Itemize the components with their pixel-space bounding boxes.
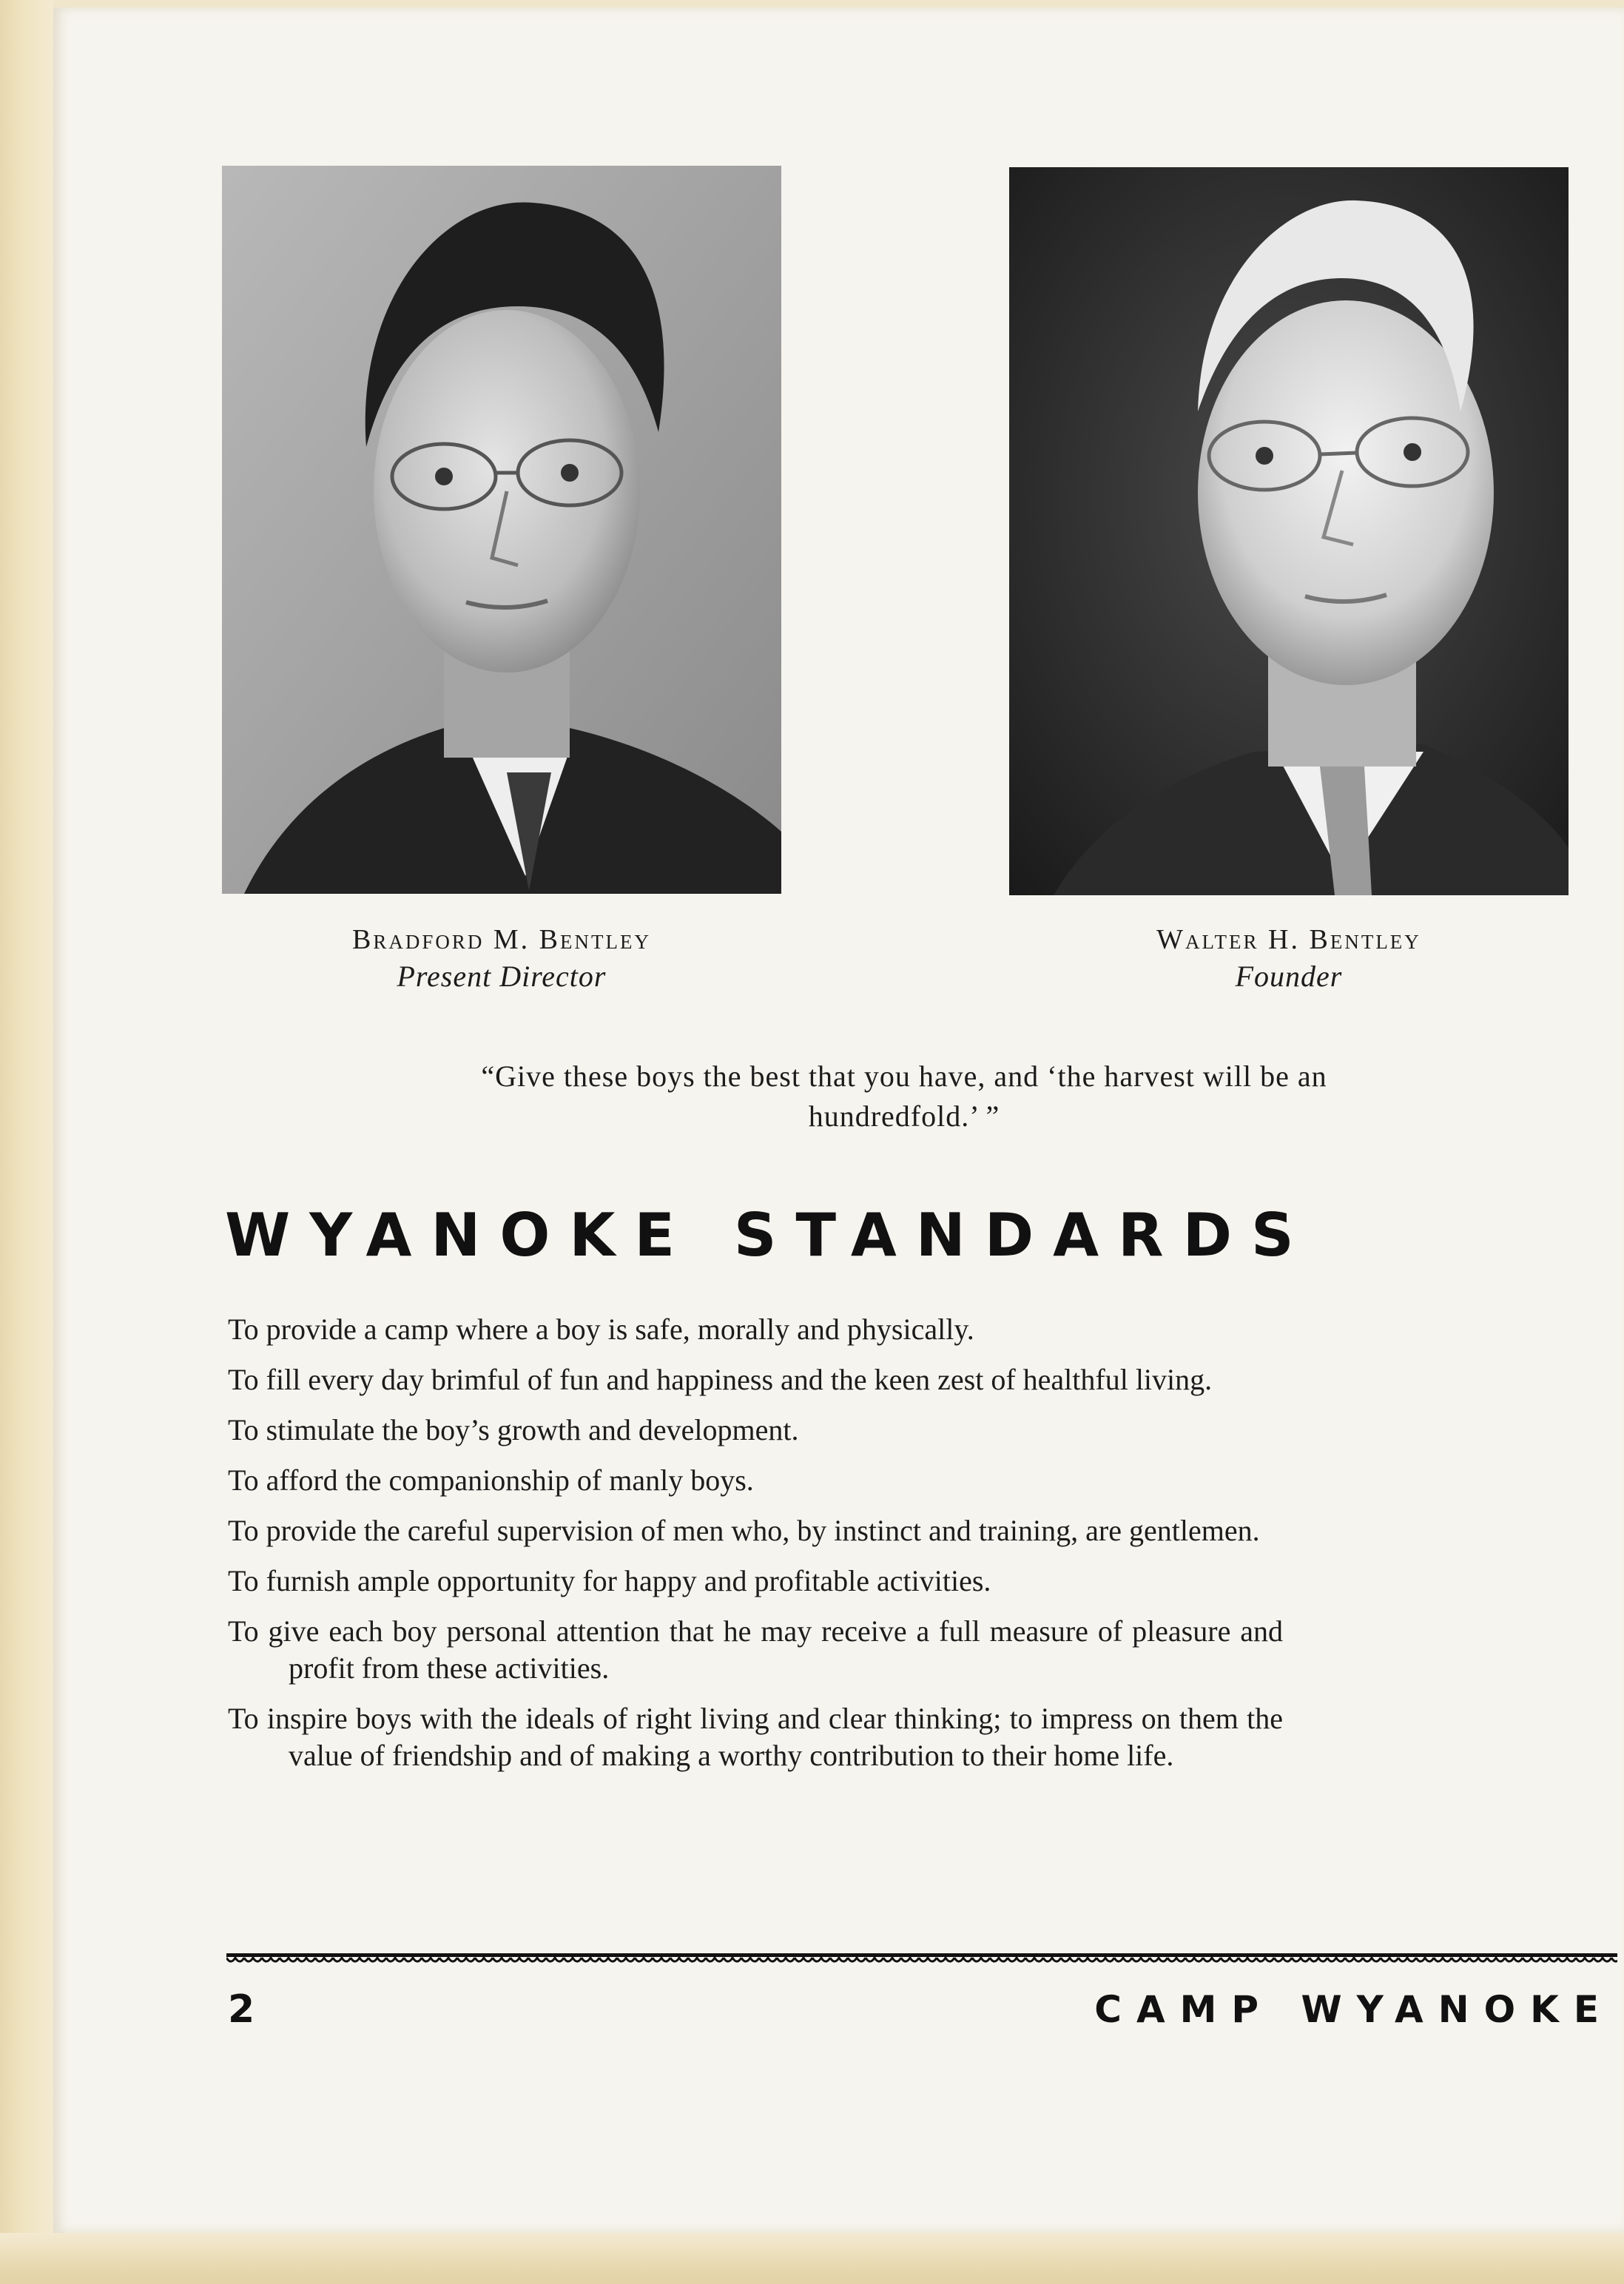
- portrait-name: Walter H. Bentley: [1156, 924, 1421, 955]
- portrait-caption-walter: [1000, 922, 1577, 996]
- list-item: To fill every day brimful of fun and happiness and the keen zest of healthful living.: [228, 1363, 1213, 1396]
- list-item: To afford the companionship of manly boys.: [228, 1463, 754, 1497]
- list-item: To provide the careful supervision of men who, by instinct and training, are gentlemen.: [228, 1514, 1260, 1547]
- list-item: To inspire boys with the ideals of right living and clear thinking; to impress on them the value of friendship and of making a worthy contribution to their home life.: [228, 1702, 1283, 1772]
- page-number: 2: [228, 1987, 255, 2032]
- portrait-role: Founder: [1235, 960, 1343, 993]
- paper-edge-left: [0, 0, 53, 2284]
- brochure-page: [53, 7, 1624, 2233]
- portrait-name: Bradford M. Bentley: [352, 924, 651, 955]
- portrait-caption-bradford: [213, 922, 790, 996]
- standards-list: [228, 1311, 1283, 1788]
- list-item: To provide a camp where a boy is safe, morally and physically.: [228, 1313, 974, 1346]
- decorative-wavy-rule: [226, 1953, 1617, 1970]
- section-heading: WYANOKE STANDARDS: [225, 1201, 1313, 1270]
- list-item: To furnish ample opportunity for happy and profitable activities.: [228, 1564, 991, 1597]
- footer-title: CAMP WYANOKE: [1094, 1988, 1614, 2031]
- portrait-photo-bradford: [222, 166, 781, 894]
- list-item: To stimulate the boy’s growth and development.: [228, 1413, 799, 1446]
- paper-edge-bottom: [0, 2233, 1624, 2284]
- list-item: To give each boy personal attention that he may receive a full measure of pleasure and profit from these activities.: [228, 1614, 1283, 1685]
- portrait-photo-walter: [1009, 167, 1569, 895]
- portrait-role: Present Director: [397, 960, 607, 993]
- quote: “Give these boys the best that you have, and ‘the harvest will be an hundredfold.’ ”: [481, 1060, 1327, 1133]
